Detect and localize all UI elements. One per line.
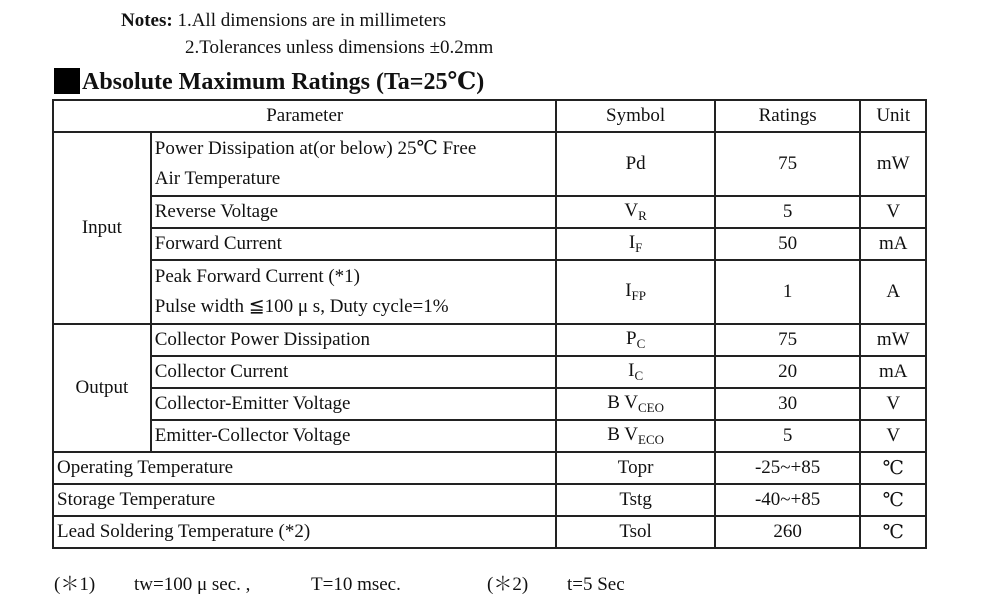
symbol-cell (556, 260, 714, 324)
param-cell: Collector Current (151, 356, 557, 388)
group-input: Input (53, 132, 151, 324)
symbol-text: B V (607, 424, 639, 445)
rating-cell: -25~+85 (715, 452, 861, 484)
footnote-1-period: T=10 msec. (311, 574, 401, 595)
section-title: Absolute Maximum Ratings (Ta=25℃) (82, 69, 485, 95)
table-row (53, 356, 926, 388)
unit-cell: A (860, 260, 926, 324)
unit-cell: ℃ (860, 484, 926, 516)
unit-cell: V (860, 420, 926, 452)
symbol-text: I (628, 232, 636, 253)
param-line: Pulse width ≦100 μ s, Duty cycle=1% (154, 296, 449, 317)
rating-cell: 75 (715, 132, 861, 196)
param-cell: Storage Temperature (53, 484, 556, 516)
symbol-cell (556, 196, 714, 228)
rating-cell: 30 (715, 388, 861, 420)
notes-block (121, 7, 446, 35)
footnotes (54, 569, 625, 596)
header-symbol: Symbol (556, 100, 714, 132)
symbol-subscript: F (635, 240, 643, 255)
param-cell: Collector Power Dissipation (151, 324, 557, 356)
note-line-2: 2.Tolerances unless dimensions ±0.2mm (185, 37, 494, 58)
table-row (53, 260, 926, 324)
param-line: Peak Forward Current (*1) (154, 266, 361, 287)
param-cell (151, 260, 557, 324)
symbol-cell: Topr (556, 452, 714, 484)
symbol-text: I (628, 360, 635, 381)
param-cell: Forward Current (151, 228, 557, 260)
symbol-cell (556, 420, 714, 452)
symbol-subscript: FP (631, 288, 646, 303)
symbol-text: Pd (625, 153, 646, 174)
symbol-cell: Tsol (556, 516, 714, 548)
rating-cell: 75 (715, 324, 861, 356)
table-row (53, 228, 926, 260)
param-cell: Collector-Emitter Voltage (151, 388, 557, 420)
table-row (53, 324, 926, 356)
unit-cell: V (860, 196, 926, 228)
note-line-1: 1.All dimensions are in millimeters (177, 10, 447, 31)
symbol-text: I (625, 280, 632, 301)
table-row (53, 420, 926, 452)
rating-cell: 20 (715, 356, 861, 388)
unit-cell: mW (860, 132, 926, 196)
notes-label: Notes: (121, 10, 173, 31)
black-square-icon (54, 68, 80, 94)
rating-cell: 1 (715, 260, 861, 324)
footnote-2-text: t=5 Sec (567, 574, 625, 595)
param-line: Air Temperature (154, 168, 281, 189)
symbol-subscript: R (638, 208, 647, 223)
symbol-subscript: C (634, 368, 644, 383)
group-output: Output (53, 324, 151, 452)
unit-cell: mA (860, 228, 926, 260)
symbol-subscript: ECO (638, 432, 665, 447)
header-unit: Unit (860, 100, 926, 132)
header-ratings: Ratings (715, 100, 861, 132)
symbol-text: V (624, 200, 639, 221)
rating-cell: 5 (715, 196, 861, 228)
unit-cell: mA (860, 356, 926, 388)
table-row (53, 196, 926, 228)
symbol-cell (556, 356, 714, 388)
unit-cell: V (860, 388, 926, 420)
unit-cell: mW (860, 324, 926, 356)
table-row (53, 132, 926, 196)
unit-cell: ℃ (860, 452, 926, 484)
footnote-1-mark: (＊1) (54, 574, 96, 595)
table-header-row (53, 100, 926, 132)
ratings-table (52, 99, 927, 549)
symbol-subscript: CEO (638, 400, 665, 415)
param-line: Power Dissipation at(or below) 25℃ Free (154, 138, 477, 159)
header-parameter: Parameter (53, 100, 556, 132)
table-row (53, 388, 926, 420)
symbol-cell (556, 132, 714, 196)
symbol-cell (556, 388, 714, 420)
symbol-cell: Tstg (556, 484, 714, 516)
param-cell: Emitter-Collector Voltage (151, 420, 557, 452)
table-row (53, 452, 926, 484)
table-row (53, 516, 926, 548)
footnote-1-text: tw=100 μ sec. , (134, 574, 251, 595)
rating-cell: 50 (715, 228, 861, 260)
section-heading (54, 66, 484, 96)
unit-cell: ℃ (860, 516, 926, 548)
symbol-cell (556, 228, 714, 260)
param-cell: Lead Soldering Temperature (*2) (53, 516, 556, 548)
symbol-text: B V (607, 392, 639, 413)
param-cell: Operating Temperature (53, 452, 556, 484)
footnote-2-mark: (＊2) (487, 574, 529, 595)
param-cell (151, 132, 557, 196)
table-row (53, 484, 926, 516)
symbol-text: P (625, 328, 637, 349)
symbol-cell (556, 324, 714, 356)
symbol-subscript: C (636, 336, 646, 351)
rating-cell: -40~+85 (715, 484, 861, 516)
param-cell: Reverse Voltage (151, 196, 557, 228)
rating-cell: 260 (715, 516, 861, 548)
rating-cell: 5 (715, 420, 861, 452)
